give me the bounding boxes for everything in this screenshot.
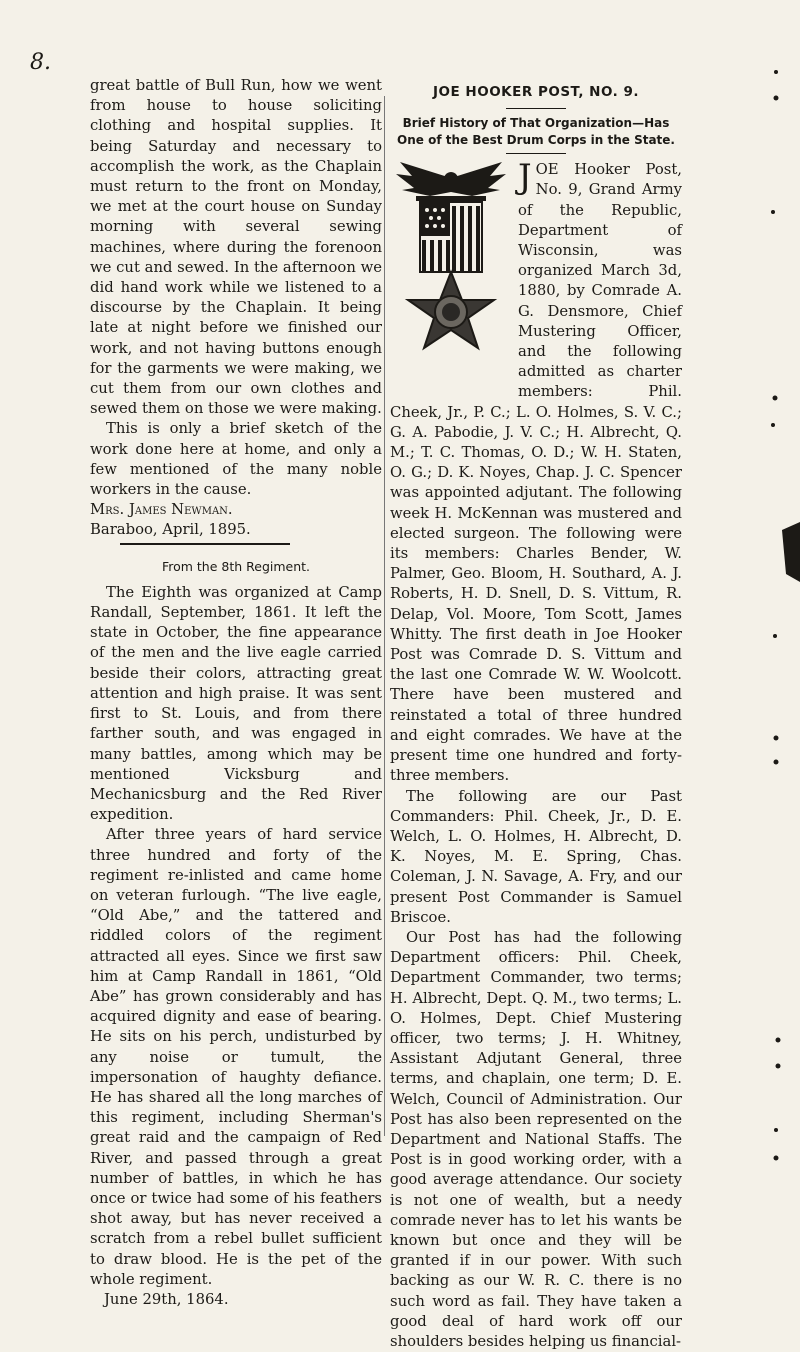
headline: JOE HOOKER POST, NO. 9. <box>433 84 639 100</box>
deck-rule <box>506 153 566 154</box>
deck: Brief History of That Organization—Has One of the Best Drum Corps in the State. <box>397 116 675 148</box>
signature: Mrs. James Newman. <box>90 501 233 519</box>
article1-paragraph: great battle of Bull Run, how we went from house to house soliciting clothing and hospital supplies. It being Saturday and necessary to accomplish the work, as the Chaplain must return to the front on Monday, we met at the court house on Sunday morning with several sewing machines, where during the forenoon we cut and sewed. In the afternoon we did hand work while we listened to a discourse by the Chaplain. It being late at night before we finished our work, and not having buttons enough for the garments we were making, we cut them from our own clothes and sewed them on those we were making. <box>90 77 382 418</box>
margin-marks <box>770 0 800 1236</box>
margin-dot <box>771 210 775 214</box>
flag-icon <box>420 202 482 272</box>
margin-dot <box>774 1128 778 1132</box>
article-paragraph: The following are our Past Commanders: Phil. Cheek, Jr., D. E. Welch, L. O. Holmes, H. Albrecht, D. K. Noyes, M. E. Spring, Chas. Coleman, J. N. Savage, A. Fry, and our present Post Commander is Samuel Briscoe. <box>390 787 682 926</box>
column-divider <box>384 96 385 1136</box>
page-number: 8. <box>30 50 51 75</box>
article2-paragraph: After three years of hard service three hundred and forty of the regiment re-inlisted and came home on veteran furlough. “The live eagle, “Old Abe,” and the tattered and riddled colors of the regiment attracted all eyes. Since we first saw him at Camp Randall in 1861, “Old Abe” has grown considerably and has acquired dignity and ease of bearing. He sits on his perch, undisturbed by any noise or tumult, the impersonation of haughty defiance. He has shared all the long marches of this regiment, including Sherman's great raid and the campaign of Red River, and passed through a great number of battles, in which he has once or twice had some of his feathers shot away, but has never received a scratch from a rebel bullet sufficient to draw blood. He is the pet of the whole regiment. <box>90 826 382 1288</box>
margin-dot <box>771 423 775 427</box>
headline-rule <box>506 108 566 109</box>
margin-dot <box>774 760 779 765</box>
margin-dot <box>774 70 778 74</box>
margin-dot <box>773 396 778 401</box>
drop-cap: J <box>518 157 532 198</box>
article-paragraph: Our Post has had the following Department officers: Phil. Cheek, Department Commander, two terms; H. Albrecht, Dept. Q. M., two terms; L. O. Holmes, Dept. Chief Mustering officer, two terms; J. H. Whitney, Assistant Adjutant General, three terms, and chaplain, one term; D. E. Welch, Council of Administration. Our Post has also been represented on the Department and National Staffs. The Post is in good working order, with a good average attendance. Our society is not one of wealth, but a needy comrade never has to let his wants be known but once and they will be granted if in our power. With such backing as our W. R. C. there is no such word as fail. They have taken a good deal of hard work off our shoulders besides helping us financial- <box>390 928 682 1350</box>
margin-dot <box>774 736 779 741</box>
gar-badge-icon <box>390 160 512 386</box>
article2-heading: From the 8th Regiment. <box>161 558 311 574</box>
article1-paragraph: This is only a brief sketch of the work done here at home, and only a few mentioned of the many noble workers in the cause. <box>90 420 382 499</box>
right-column <box>390 76 682 1352</box>
margin-dot <box>776 1038 781 1043</box>
divider-rule <box>120 543 290 545</box>
margin-dot <box>774 96 779 101</box>
badge-svg <box>390 160 512 386</box>
closing-date: June 29th, 1864. <box>104 1290 229 1308</box>
margin-dot <box>776 1064 781 1069</box>
margin-dot <box>774 1156 779 1161</box>
margin-dot <box>773 634 777 638</box>
left-column <box>90 76 382 1310</box>
dateline: Baraboo, April, 1895. <box>90 521 251 539</box>
binding-mark <box>782 522 800 582</box>
article-paragraph: OE Hooker Post, No. 9, Grand Army of the Republic, Department of Wisconsin, was organized March 3d, 1880, by Comrade A. G. Densmore, Chief Mustering Officer, and the following admitted as charter members: Phil. Cheek, Jr., P. C.; L. O. Holmes, S. V. C.; G. A. Pabodie, J. V. C.; H. Albrecht, Q. M.; T. C. Thomas, O. D.; W. H. Staten, O. G.; D. K. Noyes, Chap. J. C. Spencer was appointed adjutant. The following week H. McKennan was mustered and elected surgeon. The following were its members: Charles Bender, W. Palmer, Geo. Bloom, H. Southard, A. J. Roberts, H. D. Snell, D. S. Vittum, R. Delap, Vol. Moore, Tom Scott, James Whitty. The first death in Joe Hooker Post was Comrade D. S. Vittum and the last one Comrade W. W. Woolcott. There have been mustered and reinstated a total of three hundred and eight comrades. We have at the present time one hundred and forty-three members. <box>390 161 682 785</box>
star-icon <box>408 272 494 348</box>
eagle-icon <box>396 162 506 201</box>
article2-paragraph: The Eighth was organized at Camp Randall, September, 1861. It left the state in October, the fine appearance of the men and the live eagle carried beside their colors, attracting great attention and high praise. It was sent first to St. Louis, and from there farther south, and was engaged in many battles, among which may be mentioned Vicksburg and Mechanicsburg and the Red River expedition. <box>90 583 382 824</box>
